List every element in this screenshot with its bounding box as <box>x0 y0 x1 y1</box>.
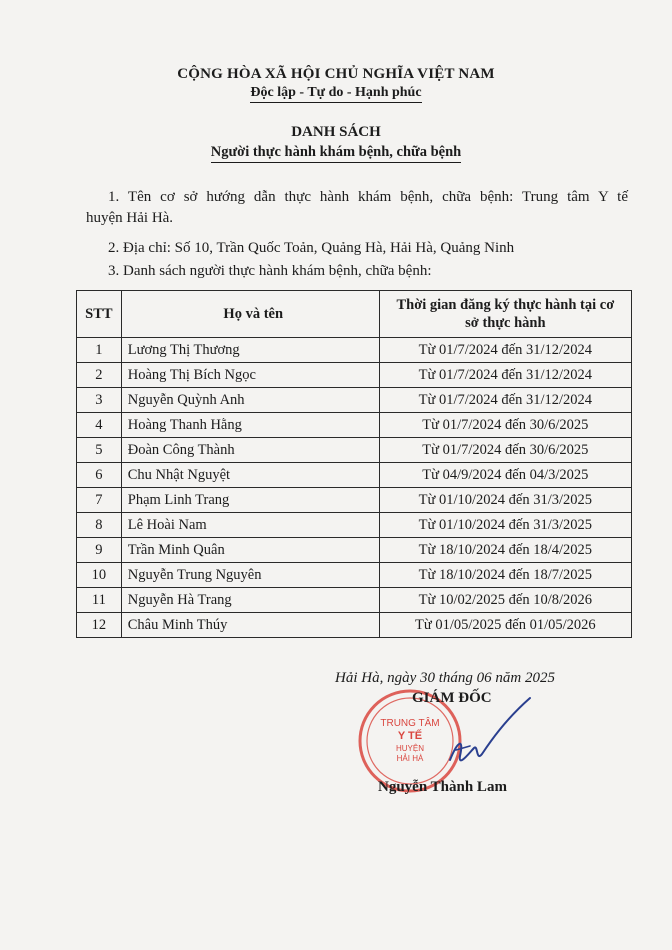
row-name: Hoàng Thanh Hằng <box>121 413 379 438</box>
table-row <box>77 363 632 388</box>
row-stt: 11 <box>77 588 122 613</box>
table-row <box>77 613 632 638</box>
document-subtitle <box>0 144 672 163</box>
seal-text-2: Y TẾ <box>397 730 423 742</box>
row-time: Từ 01/7/2024 đến 30/6/2025 <box>379 438 631 463</box>
row-time: Từ 01/10/2024 đến 31/3/2025 <box>379 488 631 513</box>
handwritten-signature <box>430 690 540 780</box>
row-time: Từ 01/05/2025 đến 01/05/2026 <box>379 613 631 638</box>
item-1-line-2: huyện Hải Hà. <box>86 210 174 226</box>
row-time: Từ 01/7/2024 đến 31/12/2024 <box>379 338 631 363</box>
seal-text-1: TRUNG TÂM <box>380 718 440 729</box>
header-time <box>379 291 631 338</box>
row-name: Trần Minh Quân <box>121 538 379 563</box>
row-stt: 6 <box>77 463 122 488</box>
row-name: Chu Nhật Nguyệt <box>121 463 379 488</box>
place-and-date: Hải Hà, ngày 30 tháng 06 năm 2025 <box>335 670 555 686</box>
seal-text-4: HẢI HÀ <box>396 754 424 763</box>
seal-text-3: HUYỆN <box>395 744 425 753</box>
signer-name: Nguyễn Thành Lam <box>378 779 507 795</box>
item-3-list-intro: 3. Danh sách người thực hành khám bệnh, chữa bệnh: <box>108 263 432 279</box>
row-name: Châu Minh Thúy <box>121 613 379 638</box>
row-name: Nguyễn Trung Nguyên <box>121 563 379 588</box>
table-row <box>77 538 632 563</box>
row-stt: 8 <box>77 513 122 538</box>
table-header-row <box>77 291 632 338</box>
row-time: Từ 10/02/2025 đến 10/8/2026 <box>379 588 631 613</box>
row-time: Từ 04/9/2024 đến 04/3/2025 <box>379 463 631 488</box>
row-stt: 9 <box>77 538 122 563</box>
table-row <box>77 563 632 588</box>
row-time: Từ 01/7/2024 đến 30/6/2025 <box>379 413 631 438</box>
row-name: Hoàng Thị Bích Ngọc <box>121 363 379 388</box>
table-row <box>77 463 632 488</box>
row-name: Phạm Linh Trang <box>121 488 379 513</box>
header-name: Họ và tên <box>121 291 379 338</box>
row-time: Từ 01/7/2024 đến 31/12/2024 <box>379 363 631 388</box>
table-row <box>77 588 632 613</box>
row-stt: 12 <box>77 613 122 638</box>
table-row <box>77 413 632 438</box>
table-row <box>77 488 632 513</box>
row-name: Lê Hoài Nam <box>121 513 379 538</box>
practitioner-table <box>76 290 632 638</box>
signer-title: GIÁM ĐỐC <box>412 690 492 706</box>
row-time: Từ 18/10/2024 đến 18/7/2025 <box>379 563 631 588</box>
table-row <box>77 513 632 538</box>
header-stt: STT <box>77 291 122 338</box>
row-stt: 3 <box>77 388 122 413</box>
row-time: Từ 18/10/2024 đến 18/4/2025 <box>379 538 631 563</box>
nation-heading: CỘNG HÒA XÃ HỘI CHỦ NGHĨA VIỆT NAM <box>177 66 495 82</box>
table-row <box>77 338 632 363</box>
row-time: Từ 01/7/2024 đến 31/12/2024 <box>379 388 631 413</box>
motto-text: Độc lập - Tự do - Hạnh phúc <box>250 85 421 103</box>
row-name: Đoàn Công Thành <box>121 438 379 463</box>
motto-heading <box>0 85 672 103</box>
item-2-address: 2. Địa chỉ: Số 10, Trần Quốc Toản, Quảng Hà, Hải Hà, Quảng Ninh <box>108 240 515 256</box>
row-stt: 5 <box>77 438 122 463</box>
document-subtitle-text: Người thực hành khám bệnh, chữa bệnh <box>211 144 462 163</box>
row-name: Nguyễn Quỳnh Anh <box>121 388 379 413</box>
header-time-line-1: Thời gian đăng ký thực hành tại cơ <box>396 297 615 313</box>
row-time: Từ 01/10/2024 đến 31/3/2025 <box>379 513 631 538</box>
row-stt: 4 <box>77 413 122 438</box>
row-name: Lương Thị Thương <box>121 338 379 363</box>
row-stt: 2 <box>77 363 122 388</box>
header-time-line-2: sở thực hành <box>465 315 546 331</box>
row-name: Nguyễn Hà Trang <box>121 588 379 613</box>
table-row <box>77 388 632 413</box>
row-stt: 7 <box>77 488 122 513</box>
item-1-line-1: 1. Tên cơ sở hướng dẫn thực hành khám bệnh, chữa bệnh: Trung tâm Y tế <box>108 189 628 205</box>
table-row <box>77 438 632 463</box>
row-stt: 10 <box>77 563 122 588</box>
row-stt: 1 <box>77 338 122 363</box>
document-title: DANH SÁCH <box>291 124 381 140</box>
